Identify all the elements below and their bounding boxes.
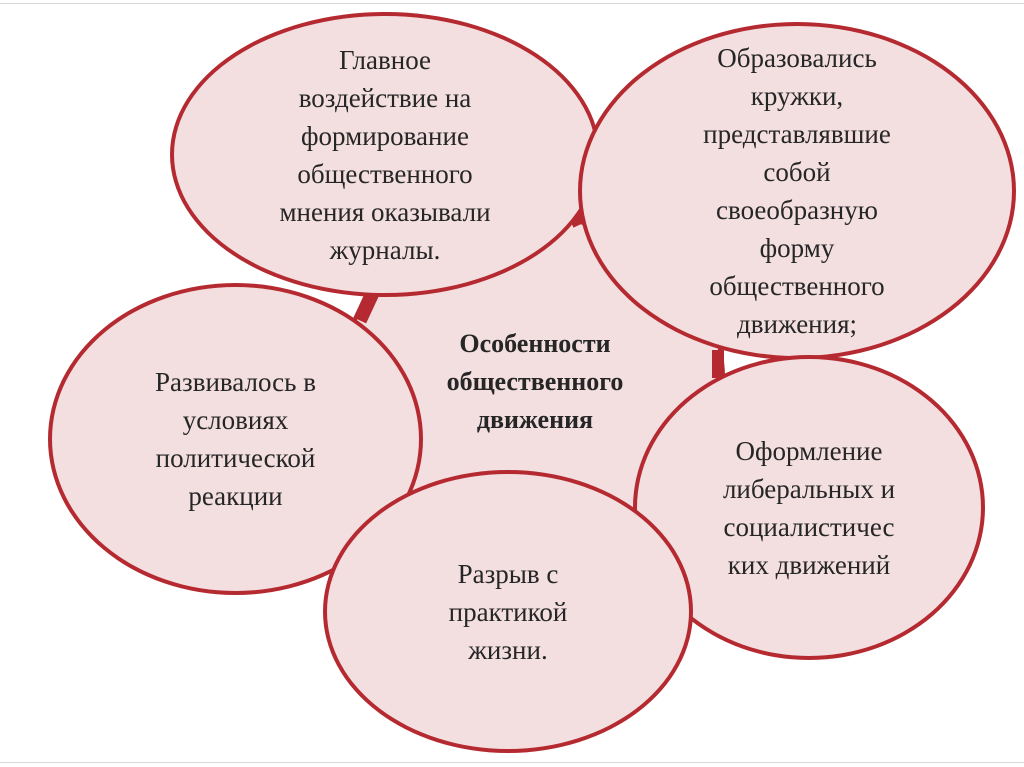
bubble-reaction-text: Развивалось в условиях политической реакции: [155, 367, 316, 511]
bubble-circles-text: Образовались кружки, представлявшие собой своеобразную форму общественного движения;: [703, 43, 891, 339]
bubble-gap-text: Разрыв с практикой жизни.: [448, 558, 568, 665]
top-divider: [0, 3, 1024, 4]
bubble-journals: [170, 12, 600, 297]
bubble-circles: [578, 22, 1016, 360]
bubble-liberal-text: Оформление либеральных и социалистичес ких движений: [722, 435, 896, 580]
bottom-divider: [0, 762, 1024, 763]
center-label: Особенности общественного движения: [446, 329, 624, 434]
bubble-journals-text: Главное воздействие на формирование общественного мнения оказывали журналы.: [279, 44, 491, 265]
bubble-gap: [323, 470, 693, 753]
